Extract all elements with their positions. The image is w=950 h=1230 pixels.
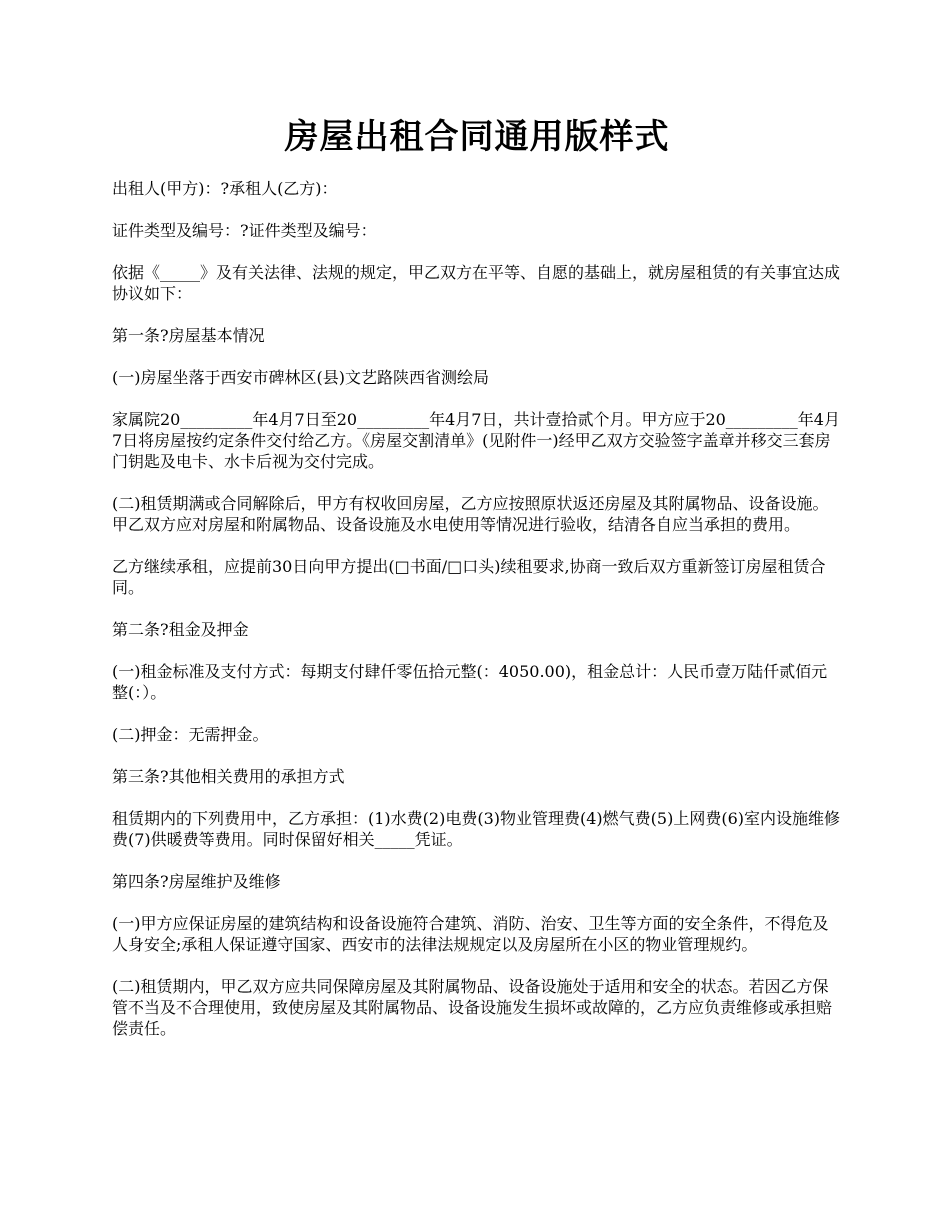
article-2-clause-1: (一)租金标准及支付方式：每期支付肆仟零伍拾元整(：4050.00)，租金总计：人民币壹万陆仟贰佰元整(：）。: [112, 662, 828, 702]
article-1-clause-1: (一)房屋坐落于西安市碑林区(县)文艺路陕西省测绘局: [112, 368, 489, 387]
document-page: [112, 110, 842, 1060]
article-2-heading: 第二条?租金及押金: [112, 620, 249, 639]
article-2-clause-2: (二)押金：无需押金。: [112, 725, 269, 744]
article-3-body: 租赁期内的下列费用中，乙方承担：(1)水费(2)电费(3)物业管理费(4)燃气费(5)上网费(6)室内设施维修费(7)供暖费等费用。同时保留好相关_____凭证。: [112, 809, 840, 849]
article-4-clause-1: (一)甲方应保证房屋的建筑结构和设备设施符合建筑、消防、治安、卫生等方面的安全条件，不得危及人身安全;承租人保证遵守国家、西安市的法律法规规定以及房屋所在小区的物业管理规约。: [112, 914, 829, 954]
article-1-clause-2: (二)租赁期满或合同解除后，甲方有权收回房屋，乙方应按照原状返还房屋及其附属物品、设备设施。甲乙双方应对房屋和附属物品、设备设施及水电使用等情况进行验收，结清各自应当承担的费用。: [112, 494, 829, 534]
article-4-heading: 第四条?房屋维护及维修: [112, 872, 281, 891]
party-names-line: 出租人(甲方)：?承租人(乙方)：: [112, 179, 338, 198]
renewal-paragraph: 乙方继续承租，应提前30日向甲方提出(□书面/□口头)续租要求,协商一致后双方重新签订房屋租赁合同。: [112, 557, 826, 597]
article-1-heading: 第一条?房屋基本情况: [112, 326, 265, 345]
article-4-clause-2: (二)租赁期内，甲乙双方应共同保障房屋及其附属物品、设备设施处于适用和安全的状态。若因乙方保管不当及不合理使用，致使房屋及其附属物品、设备设施发生损坏或故障的，乙方应负责维修或承担赔偿责任。: [112, 977, 833, 1038]
lease-term-paragraph: 家属院20_________年4月7日至20_________年4月7日，共计壹拾贰个月。甲方应于20_________年4月7日将房屋按约定条件交付给乙方。《房屋交割清单》(见附件一)经甲乙双方交验签字盖章并移交三套房门钥匙及电卡、水卡后视为交付完成。: [112, 410, 840, 471]
preamble-paragraph: 依据《_____》及有关法律、法规的规定，甲乙双方在平等、自愿的基础上，就房屋租赁的有关事宜达成协议如下：: [112, 263, 841, 303]
document-title: 房屋出租合同通用版样式: [284, 117, 670, 157]
id-documents-line: 证件类型及编号：?证件类型及编号：: [112, 221, 377, 240]
article-3-heading: 第三条?其他相关费用的承担方式: [112, 767, 345, 786]
